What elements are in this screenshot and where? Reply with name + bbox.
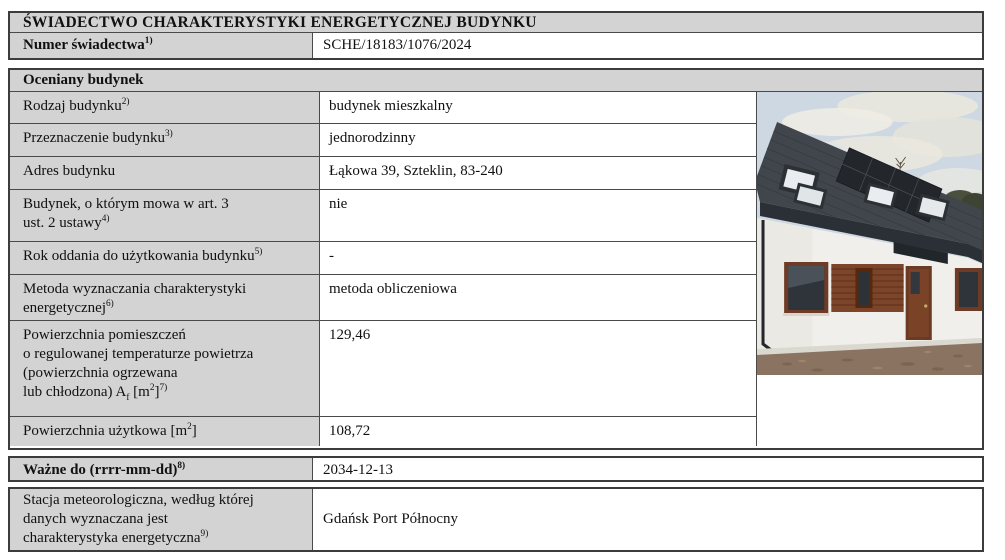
building-section-header: Oceniany budynek [10,70,982,92]
field-value: - [320,242,756,274]
row-art3-building [10,190,756,242]
valid-until-table [8,456,984,482]
field-value: 108,72 [320,417,756,446]
field-label: Budynek, o którym mowa w art. 3 ust. 2 ustawy$^{4)}$ [10,190,320,241]
certificate-header-table [8,11,984,60]
certificate-number-row [10,33,982,58]
field-label: Rodzaj budynku$^{2)}$ [10,92,320,123]
row-building-type [10,92,756,124]
building-fields-table [10,92,757,446]
field-value: metoda obliczeniowa [320,275,756,320]
field-label: Przeznaczenie budynku$^{3)}$ [10,124,320,156]
building-photo-cell [757,92,982,446]
document-title: ŚWIADECTWO CHARAKTERYSTYKI ENERGETYCZNEJ BUDYNKU [10,13,982,33]
weather-station-value: Gdańsk Port Północny [323,511,458,527]
row-regulated-area [10,321,756,417]
field-label: Powierzchnia użytkowa $[m^2]$ [10,417,320,446]
row-building-address [10,157,756,190]
row-method [10,275,756,321]
field-value: nie [320,190,756,241]
row-usable-area [10,417,756,446]
valid-until-value: 2034-12-13 [323,462,393,478]
valid-until-label: Ważne do (rrrr-mm-dd)$^{8)}$ [10,458,313,480]
building-section-body [10,92,982,446]
valid-until-row [10,458,982,480]
field-value: 129,46 [320,321,756,416]
field-label: Powierzchnia pomieszczeń o regulowanej temperaturze powietrza (powierzchnia ogrzewana lub chłodzona) $A_f$ $[m^2]^{7)}$ [10,321,320,416]
row-building-purpose [10,124,756,157]
weather-station-table [8,487,984,552]
certificate-number-value: SCHE/18183/1076/2024 [323,37,472,53]
field-label: Metoda wyznaczania charakterystyki energetycznej$^{6)}$ [10,275,320,320]
building-section-table [8,68,984,450]
building-photo [757,92,982,375]
certificate-number-label: Numer świadectwa$^{1)}$ [10,33,313,58]
field-label: Rok oddania do użytkowania budynku$^{5)}$ [10,242,320,274]
field-value: Łąkowa 39, Szteklin, 83-240 [320,157,756,189]
field-value: budynek mieszkalny [320,92,756,123]
field-label: Adres budynku [10,157,320,189]
weather-station-label: Stacja meteorologiczna, według której danych wyznaczana jest charakterystyka energetyczna$^{9)}$ [10,489,313,550]
row-commissioning-year [10,242,756,275]
weather-station-row [10,489,982,550]
field-value: jednorodzinny [320,124,756,156]
